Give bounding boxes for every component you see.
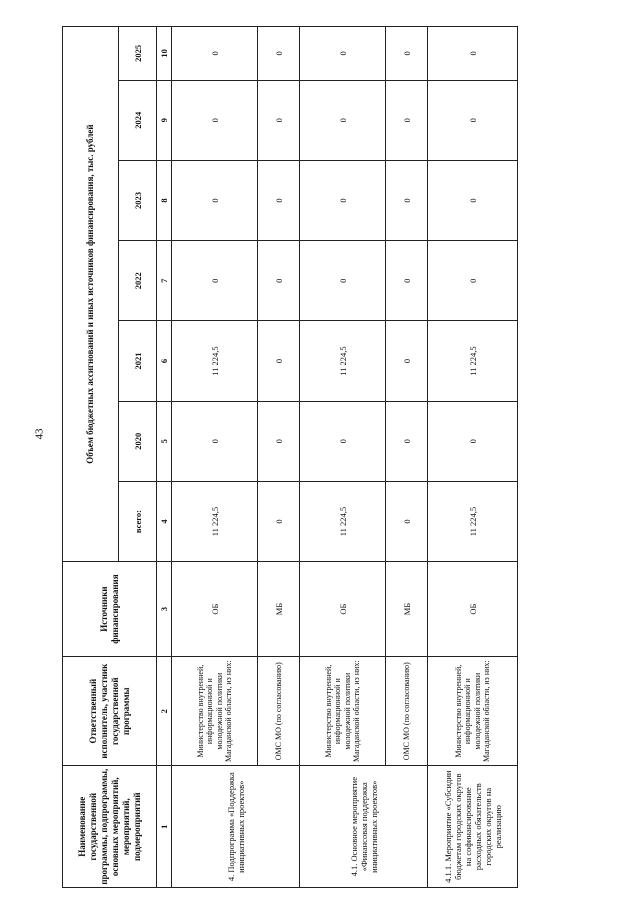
row-total: 0 bbox=[258, 481, 300, 561]
row-value: 0 bbox=[386, 160, 428, 240]
row-value: 0 bbox=[172, 241, 258, 321]
row-value: 0 bbox=[428, 160, 518, 240]
table-row bbox=[258, 27, 300, 888]
header-year: 2020 bbox=[119, 401, 157, 481]
row-name: 4.1. Основное мероприятие «Финансовая поддержка инициативных проектов» bbox=[300, 766, 428, 888]
row-value: 0 bbox=[386, 241, 428, 321]
header-year: 2023 bbox=[119, 160, 157, 240]
row-value: 0 bbox=[300, 160, 386, 240]
row-executor: Министерство внутренней, информационной и молодежной политики Магаданской области, из них: bbox=[300, 656, 386, 765]
row-value: 0 bbox=[428, 80, 518, 160]
row-executor: Министерство внутренней, информационной и молодежной политики Магаданской области, из них: bbox=[172, 656, 258, 765]
column-number: 5 bbox=[157, 401, 172, 481]
row-value: 0 bbox=[172, 160, 258, 240]
header-year: 2025 bbox=[119, 27, 157, 81]
row-name: 4.1.1. Мероприятие «Субсидии бюджетам городских округов на софинансирование расходных обязательств городских округов на реализацию bbox=[428, 766, 518, 888]
row-value: 0 bbox=[300, 401, 386, 481]
header-volume: Объем бюджетных ассигнований и иных источников финансирования, тыс. рублей bbox=[63, 27, 119, 562]
row-value: 0 bbox=[428, 27, 518, 81]
column-number: 8 bbox=[157, 160, 172, 240]
row-value: 0 bbox=[172, 80, 258, 160]
row-value: 0 bbox=[386, 80, 428, 160]
row-total: 11 224,5 bbox=[428, 481, 518, 561]
row-executor: ОМС МО (по согласованию) bbox=[386, 656, 428, 765]
table-row bbox=[172, 27, 258, 888]
row-value: 0 bbox=[300, 27, 386, 81]
table-row bbox=[300, 27, 386, 888]
column-number: 2 bbox=[157, 656, 172, 765]
financing-table bbox=[62, 26, 518, 888]
row-value: 0 bbox=[258, 241, 300, 321]
header-name: Наименование государственной программы, подпрограммы, основных мероприятий, мероприятий, подмероприятий bbox=[63, 766, 157, 888]
row-source: МБ bbox=[258, 562, 300, 657]
row-value: 0 bbox=[386, 401, 428, 481]
table-row bbox=[386, 27, 428, 888]
row-value: 0 bbox=[172, 27, 258, 81]
row-total: 0 bbox=[386, 481, 428, 561]
header-year: 2021 bbox=[119, 321, 157, 401]
row-value: 0 bbox=[386, 321, 428, 401]
row-value: 0 bbox=[300, 241, 386, 321]
row-value: 0 bbox=[428, 241, 518, 321]
row-total: 11 224,5 bbox=[300, 481, 386, 561]
column-number: 7 bbox=[157, 241, 172, 321]
column-number: 4 bbox=[157, 481, 172, 561]
row-value: 11 224,5 bbox=[428, 321, 518, 401]
column-number: 1 bbox=[157, 766, 172, 888]
row-value: 0 bbox=[258, 27, 300, 81]
row-value: 11 224,5 bbox=[300, 321, 386, 401]
row-source: МБ bbox=[386, 562, 428, 657]
header-year: 2024 bbox=[119, 80, 157, 160]
header-executor: Ответственный исполнитель, участник государственной программы bbox=[63, 656, 157, 765]
row-total: 11 224,5 bbox=[172, 481, 258, 561]
row-value: 11 224,5 bbox=[172, 321, 258, 401]
column-number: 3 bbox=[157, 562, 172, 657]
column-number: 10 bbox=[157, 27, 172, 81]
row-value: 0 bbox=[258, 321, 300, 401]
row-source: ОБ bbox=[300, 562, 386, 657]
row-executor: Министерство внутренней, информационной и молодежной политики Магаданской области, из них: bbox=[428, 656, 518, 765]
row-value: 0 bbox=[428, 401, 518, 481]
row-value: 0 bbox=[258, 160, 300, 240]
row-value: 0 bbox=[258, 80, 300, 160]
header-year: 2022 bbox=[119, 241, 157, 321]
row-value: 0 bbox=[386, 27, 428, 81]
row-executor: ОМС МО (по согласованию) bbox=[258, 656, 300, 765]
row-source: ОБ bbox=[428, 562, 518, 657]
row-value: 0 bbox=[300, 80, 386, 160]
row-value: 0 bbox=[258, 401, 300, 481]
column-number: 9 bbox=[157, 80, 172, 160]
row-source: ОБ bbox=[172, 562, 258, 657]
header-source: Источники финансирования bbox=[63, 562, 157, 657]
page-number: 43 bbox=[33, 428, 46, 440]
column-number: 6 bbox=[157, 321, 172, 401]
rotated-page bbox=[62, 26, 597, 888]
table-row bbox=[428, 27, 518, 888]
header-total: всего: bbox=[119, 481, 157, 561]
row-name: 4. Подпрограмма «Поддержка инициативных проектов» bbox=[172, 766, 300, 888]
row-value: 0 bbox=[172, 401, 258, 481]
